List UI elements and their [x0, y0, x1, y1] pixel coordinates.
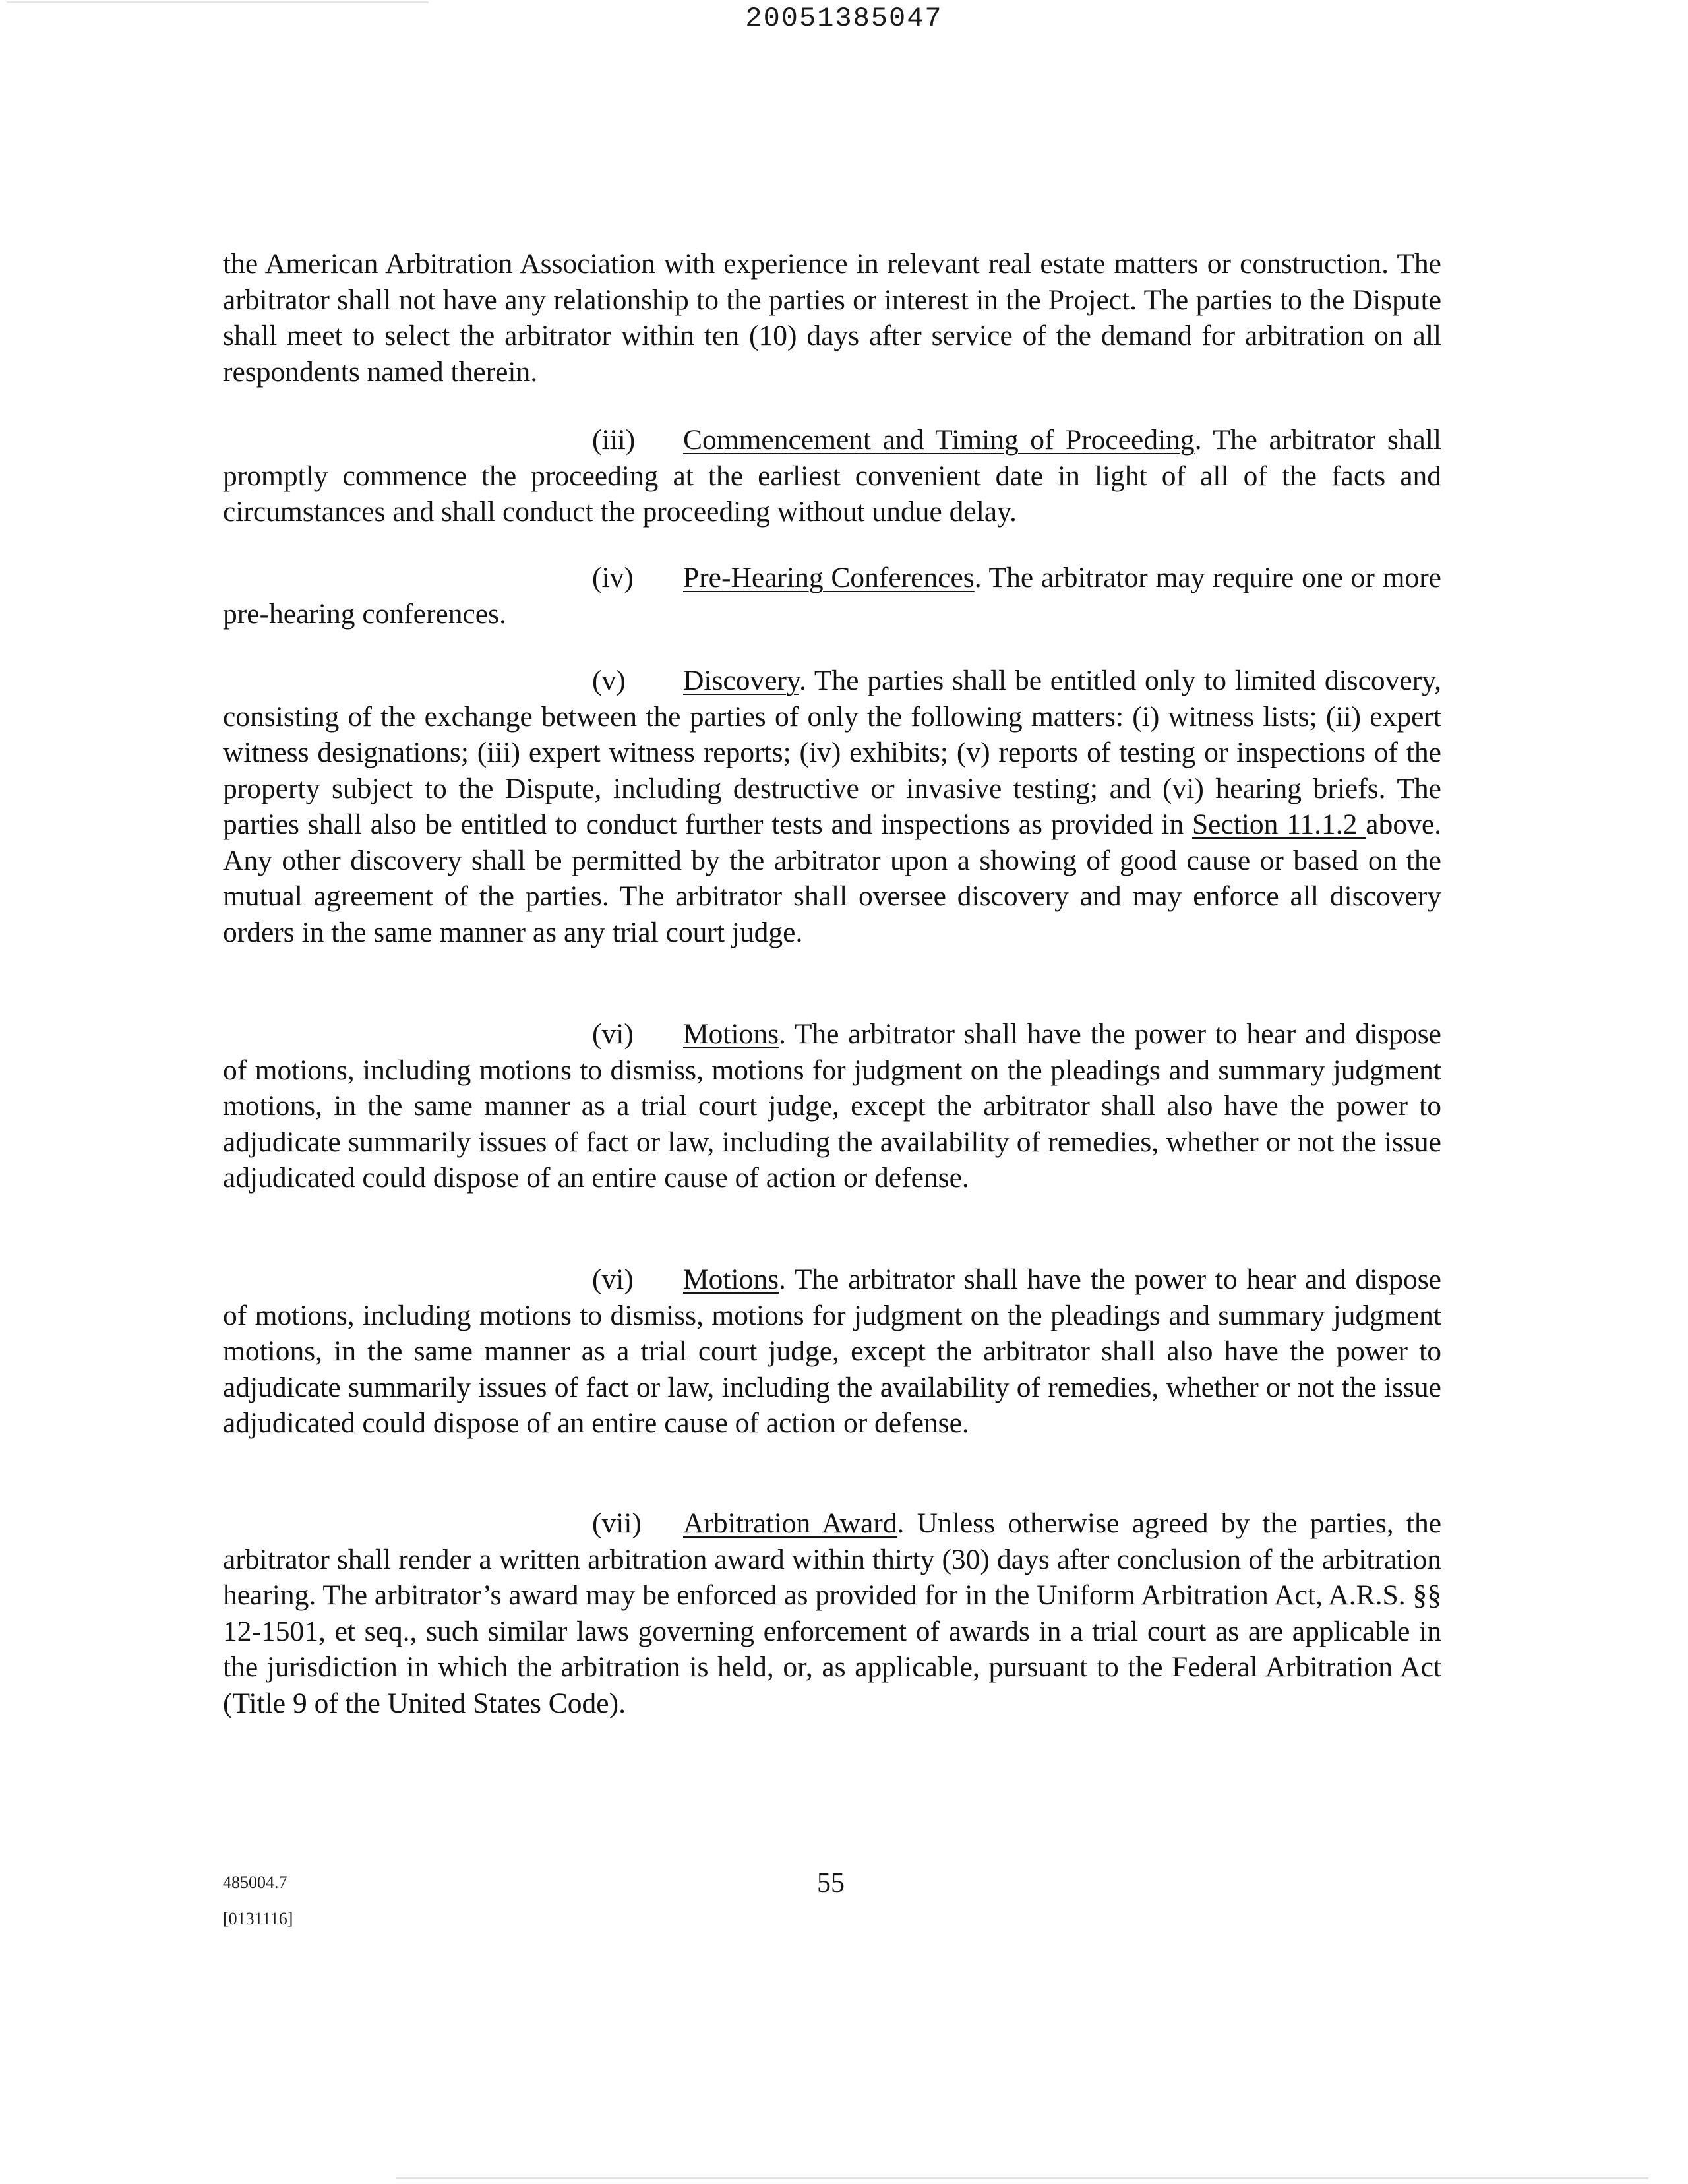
- clause-number: (vi): [592, 1263, 634, 1295]
- section-reference: Section 11.1.2: [1191, 808, 1366, 840]
- clause-text-continued: above. Any other discovery shall be permitted by the arbitrator upon a showing of good cause or based on the mutual agreement of the parties. The arbitrator shall oversee discovery and may enforce all discovery orders in the same manner as any trial court judge.: [223, 808, 1442, 948]
- paragraph-motions-1: [223, 1016, 1441, 1196]
- clause-heading: Motions: [683, 1018, 779, 1050]
- document-number: 485004.7: [223, 1873, 287, 1892]
- paragraph-arbitration-award: [223, 1505, 1441, 1721]
- clause-heading: Motions: [683, 1263, 779, 1295]
- paragraph-pre-hearing: [223, 560, 1441, 632]
- paragraph-commencement: [223, 422, 1441, 530]
- paragraph-arbitrator-selection: [223, 246, 1441, 390]
- clause-text: . The arbitrator shall have the power to hear and dispose of motions, including motions to dismiss, motions for judgment on the pleadings and summary judgment motions, in the same manner as a trial court judge, except the arbitrator shall also have the power to adjudicate summarily issues of fact or law, including the availability of remedies, whether or not the issue adjudicated could dispose of an entire cause of action or defense.: [223, 1018, 1441, 1194]
- clause-text: . The arbitrator shall have the power to hear and dispose of motions, including motions to dismiss, motions for judgment on the pleadings and summary judgment motions, in the same manner as a trial court judge, except the arbitrator shall also have the power to adjudicate summarily issues of fact or law, including the availability of remedies, whether or not the issue adjudicated could dispose of an entire cause of action or defense.: [223, 1263, 1441, 1439]
- clause-heading: Pre-Hearing Conferences: [683, 562, 975, 593]
- clause-number: (vi): [592, 1018, 634, 1050]
- client-code: [0131116]: [223, 1909, 293, 1928]
- paragraph-text: the American Arbitration Association with experience in relevant real estate matters or construction. The arbitrator shall not have any relationship to the parties or interest in the Project. The parties to the Dispute shall meet to select the arbitrator within ten (10) days after service of the demand for arbitration on all respondents named therein.: [223, 248, 1441, 388]
- clause-heading: Arbitration Award: [683, 1507, 897, 1539]
- clause-text: . Unless otherwise agreed by the parties, the arbitrator shall render a written arbitration award within thirty (30) days after conclusion of the arbitration hearing. The arbitrator’s award may be enforced as provided for in the Uniform Arbitration Act, A.R.S. §§ 12-1501, et seq., such similar laws governing enforcement of awards in a trial court as are applicable in the jurisdiction in which the arbitration is held, or, as applicable, pursuant to the Federal Arbitration Act (Title 9 of the United States Code).: [223, 1507, 1441, 1719]
- paragraph-motions-2: [223, 1261, 1441, 1441]
- clause-heading: Discovery: [683, 665, 799, 696]
- clause-heading: Commencement and Timing of Proceeding: [683, 424, 1195, 456]
- recording-number: 20051385047: [745, 3, 943, 34]
- clause-text: . The arbitrator may require one or more pre-hearing conferences.: [223, 562, 1441, 630]
- clause-number: (v): [592, 665, 626, 696]
- clause-number: (iii): [592, 424, 636, 456]
- paragraph-discovery: [223, 663, 1441, 950]
- page-number: 55: [817, 1868, 845, 1898]
- clause-text: . The arbitrator shall promptly commence the proceeding at the earliest convenient date in light of all of the facts and circumstances and shall conduct the proceeding without undue delay.: [223, 424, 1441, 528]
- clause-number: (vii): [592, 1507, 642, 1539]
- clause-text: . The parties shall be entitled only to limited discovery, consisting of the exchange between the parties of only the following matters: (i) witness lists; (ii) expert witness designations; (iii) expert witness reports; (iv) exhibits; (v) reports of testing or inspections of the property subject to the Dispute, including destructive or invasive testing; and (vi) hearing briefs. The parties shall also be entitled to conduct further tests and inspections as provided in: [223, 665, 1441, 840]
- clause-number: (iv): [592, 562, 634, 593]
- scan-artifact-bottom: [396, 2177, 1648, 2179]
